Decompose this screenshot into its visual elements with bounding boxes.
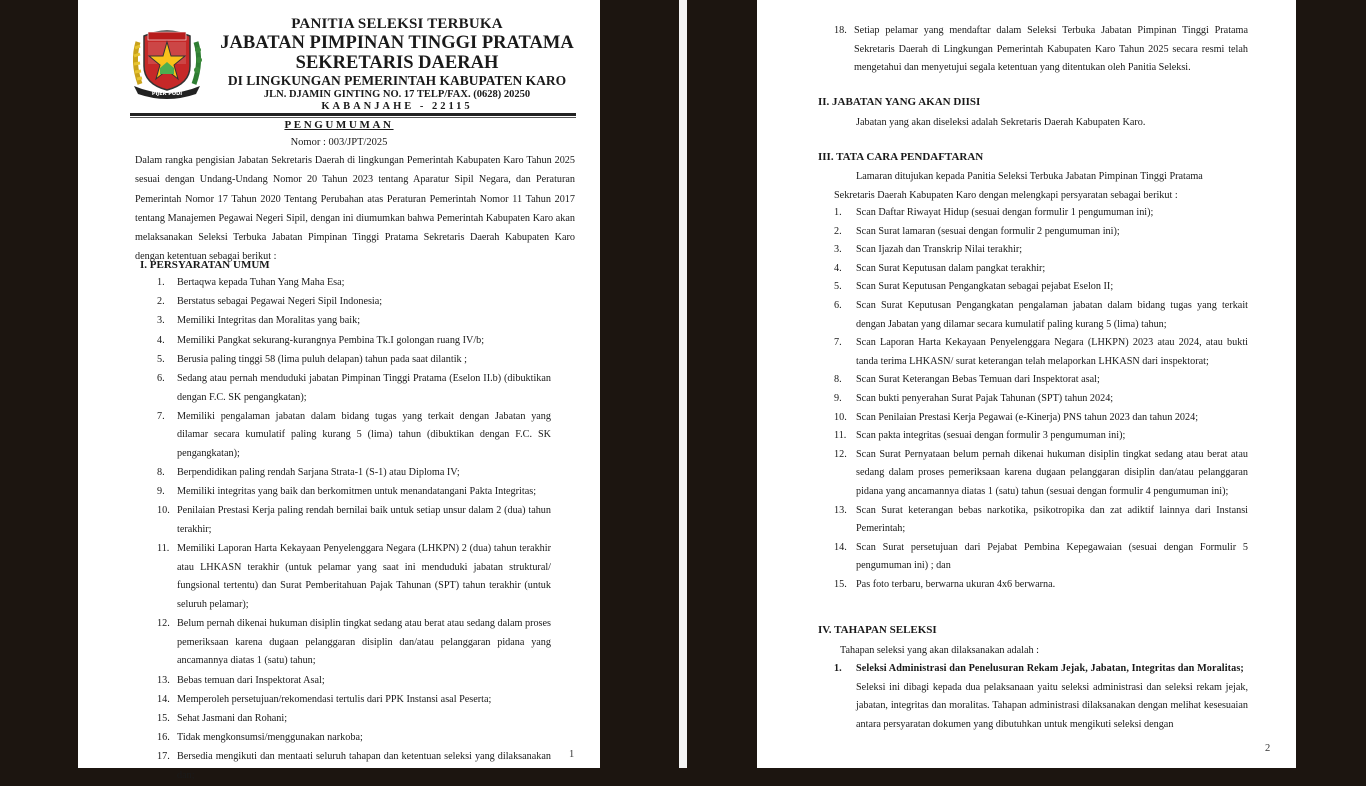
list-item-text: Scan Surat Keputusan Pengangkatan sebagai pejabat Eselon II; <box>856 281 1114 293</box>
document-page-2 <box>757 0 1296 768</box>
list-item <box>834 297 1248 334</box>
list-item-number: 3. <box>157 315 165 327</box>
list-item-number: 6. <box>157 372 165 384</box>
document-number: Nomor : 003/JPT/2025 <box>290 137 388 148</box>
letterhead-city: KABANJAHE - 22115 <box>321 101 473 112</box>
list-item-number: 18. <box>834 25 847 36</box>
list-item-number: 5. <box>157 353 165 365</box>
list-item-number: 1. <box>157 277 165 288</box>
list-item-number: 11. <box>834 430 847 442</box>
list-item <box>157 408 551 464</box>
list-item-text: Memiliki Pangkat sekurang-kurangnya Pembina Tk.I golongan ruang IV/b; <box>177 334 485 346</box>
list-item <box>834 390 1248 409</box>
list-item <box>157 710 551 729</box>
list-item <box>157 274 551 293</box>
list-item-text: Setiap pelamar yang mendaftar dalam Seleksi Terbuka Jabatan Pimpinan Tinggi Pratama Sekretaris Daerah di Lingkungan Pemerintah Kabupaten Karo Tahun 2025 secara resmi telah mengetahui dan menyetujui segala ketentuan yang ditentukan oleh Panitia Seleksi. <box>854 25 1248 74</box>
list-item-number: 9. <box>157 486 165 498</box>
document-page-1 <box>78 0 600 781</box>
list-item-text: Bertaqwa kepada Tuhan Yang Maha Esa; <box>177 277 345 288</box>
list-item-number: 1. <box>834 663 842 674</box>
list-item <box>834 409 1248 428</box>
list-item <box>834 223 1248 242</box>
list-item <box>157 332 551 351</box>
list-item-text: Pas foto terbaru, berwarna ukuran 4x6 berwarna. <box>856 578 1056 590</box>
section-heading-selection-stages: IV. TAHAPAN SELEKSI <box>818 624 937 636</box>
list-item <box>157 483 551 502</box>
general-requirements-list <box>157 274 551 786</box>
viewer-background-middle-left <box>600 0 679 768</box>
list-item-text: Scan Surat Pernyataan belum pernah dikenai hukuman disiplin tingkat sedang atau berat atau sedang dalam proses pemeriksaan karena dugaan pelanggaran disiplin dan/atau pelanggaran pidana yang ancamannya diatas 1 (satu) tahun (sesuai dengan formulir 4 pengumuman ini); <box>856 448 1248 497</box>
list-item-text: Scan Laporan Harta Kekayaan Penyelenggara Negara (LHKPN) 2023 atau 2024, atau bukti tanda terima LHKASN/ surat keterangan telah melaporkan LHKASN dari inspektorat; <box>856 337 1248 367</box>
letterhead-divider-thin <box>130 117 576 118</box>
list-item-number: 4. <box>157 334 165 346</box>
list-item-text: Sehat Jasmani dan Rohani; <box>177 712 288 724</box>
list-item-number: 9. <box>834 392 842 404</box>
list-item-text: Scan Daftar Riwayat Hidup (sesuai dengan formulir 1 pengumuman ini); <box>856 207 1154 218</box>
list-item-text: Scan Surat lamaran (sesuai dengan formulir 2 pengumuman ini); <box>856 225 1120 237</box>
intro-paragraph: Dalam rangka pengisian Jabatan Sekretaris Daerah di lingkungan Pemerintah Kabupaten Karo Tahun 2025 sesuai dengan Undang-Undang Nomor 20 Tahun 2023 tentang Aparatur Sipil Negara, dan Peraturan Pemerintah Nomor 17 Tahun 2020 Tentang Perubahan atas Peraturan Pemerintah Nomor 11 Tahun 2017 tentang Manajemen Pegawai Negeri Sipil, dengan ini diumumkan bahwa Pemerintah Kabupaten Karo akan melaksanakan Seleksi Terbuka Jabatan Pimpinan Tinggi Pratama Sekretaris Daerah Kabupaten Karo dengan ketentuan sebagai berikut : <box>135 155 575 263</box>
list-item-text: Scan Surat Keputusan Pengangkatan pengalaman jabatan dalam bidang tugas yang terkait dengan Jabatan yang dilamar secara kumulatif paling kurang 5 (lima) tahun; <box>856 299 1248 330</box>
list-item-text: Memiliki integritas yang baik dan berkomitmen untuk menandatangani Pakta Integritas; <box>177 486 537 498</box>
section-heading-general-requirements: I. PERSYARATAN UMUM <box>140 259 270 271</box>
page-gap-divider <box>679 0 687 768</box>
list-item-text: Seleksi ini dibagi kepada dua pelaksanaan yaitu seleksi administrasi dan seleksi rekam jejak, jabatan, integritas dan moralitas. Tahapan administrasi dilaksanakan dengan melihat kesesuaian antara persyaratan dokumen yang dibutuhkan untuk mengikuti seleksi dengan <box>856 681 1248 730</box>
letterhead-address: JLN. DJAMIN GINTING NO. 17 TELP/FAX. (0628) 20250 <box>263 89 531 100</box>
list-item <box>157 464 551 483</box>
list-item <box>834 539 1248 576</box>
list-item-text: Memiliki Laporan Harta Kekayaan Penyelenggara Negara (LHKPN) 2 (dua) tahun terakhir atau LHKASN terakhir (untuk pelamar yang saat ini menduduki jabatan struktural/ fungsional tertentu) dan Surat Pemberitahuan Pajak Tahunan (SPT) tahun terakhir (untuk seluruh pelamar); <box>177 543 551 611</box>
letterhead-divider <box>130 113 576 116</box>
registration-intro-rest: Sekretaris Daerah Kabupaten Karo dengan melengkapi persyaratan sebagai berikut : <box>834 190 1178 201</box>
list-item <box>157 293 551 312</box>
list-item <box>834 278 1248 297</box>
registration-intro-first-line: Lamaran ditujukan kepada Panitia Seleksi Terbuka Jabatan Pimpinan Tinggi Pratama <box>856 171 1203 182</box>
list-item-text: Bersedia mengikuti dan mentaati seluruh tahapan dan ketentuan seleksi yang dilaksanakan dan; <box>177 751 551 781</box>
list-item-text: Memiliki Integritas dan Moralitas yang baik; <box>177 315 361 327</box>
list-item-number: 6. <box>834 299 842 311</box>
list-item-text: Tidak mengkonsumsi/menggunakan narkoba; <box>177 732 363 744</box>
position-description: Jabatan yang akan diseleksi adalah Sekretaris Daerah Kabupaten Karo. <box>856 117 1146 128</box>
list-item-title: Seleksi Administrasi dan Penelusuran Rekam Jejak, Jabatan, Integritas dan Moralitas; <box>856 663 1244 674</box>
list-item-text: Bebas temuan dari Inspektorat Asal; <box>177 674 325 686</box>
list-item-text: Berpendidikan paling rendah Sarjana Strata-1 (S-1) atau Diploma IV; <box>177 467 460 479</box>
list-item-text: Scan pakta integritas (sesuai dengan formulir 3 pengumuman ini); <box>856 430 1126 442</box>
viewer-background-left <box>0 0 78 768</box>
list-item <box>157 502 551 539</box>
list-item-number: 13. <box>157 674 170 686</box>
list-item-number: 4. <box>834 262 842 274</box>
letterhead-line-government: DI LINGKUNGAN PEMERINTAH KABUPATEN KARO <box>227 73 567 88</box>
list-item <box>157 312 551 331</box>
list-item-number: 11. <box>157 543 170 555</box>
list-item-number: 7. <box>834 337 842 349</box>
list-item-text: Scan Surat keterangan bebas narkotika, psikotropika dan zat adiktif lainnya dari Instansi Pemerintah; <box>856 504 1248 535</box>
list-item <box>834 371 1248 390</box>
list-item <box>157 672 551 691</box>
viewer-background-right <box>1296 0 1366 768</box>
list-item <box>834 334 1248 371</box>
registration-documents-list <box>834 204 1248 594</box>
list-item-text: Sedang atau pernah menduduki jabatan Pimpinan Tinggi Pratama (Eselon II.b) (dibuktikan dengan F.C. SK pengangkatan); <box>177 372 551 403</box>
list-item <box>157 691 551 710</box>
list-item-number: 12. <box>834 448 847 460</box>
list-item <box>834 22 1248 78</box>
list-item-text: Scan Penilaian Prestasi Kerja Pegawai (e-Kinerja) PNS tahun 2023 dan tahun 2024; <box>856 411 1199 423</box>
list-item <box>834 660 1248 734</box>
svg-text:PIJER PODI: PIJER PODI <box>151 91 183 97</box>
list-item <box>834 427 1248 446</box>
list-item <box>157 370 551 407</box>
list-item-number: 7. <box>157 410 165 422</box>
page-number: 1 <box>569 749 575 760</box>
list-item-number: 10. <box>157 505 170 517</box>
list-item-number: 14. <box>834 541 847 553</box>
selection-stages-list <box>834 660 1248 734</box>
list-item-text: Scan bukti penyerahan Surat Pajak Tahunan (SPT) tahun 2024; <box>856 392 1114 404</box>
list-item-number: 14. <box>157 693 170 705</box>
list-item-text: Memperoleh persetujuan/rekomendasi tertulis dari PPK Instansi asal Peserta; <box>177 693 492 705</box>
list-item <box>157 729 551 748</box>
list-item-number: 2. <box>157 296 165 308</box>
list-item <box>834 204 1248 223</box>
list-item-text: Penilaian Prestasi Kerja paling rendah bernilai baik untuk setiap unsur dalam 2 (dua) tahun terakhir; <box>177 505 551 536</box>
kabupaten-karo-emblem-icon <box>130 24 204 100</box>
list-item <box>157 615 551 671</box>
viewer-background-middle-right <box>687 0 757 768</box>
list-item-number: 8. <box>834 374 842 386</box>
list-item <box>157 540 551 614</box>
selection-stages-intro: Tahapan seleksi yang akan dilaksanakan adalah : <box>840 645 1039 656</box>
list-item-text: Berusia paling tinggi 58 (lima puluh delapan) tahun pada saat dilantik ; <box>177 353 467 365</box>
list-item-number: 5. <box>834 281 842 293</box>
list-item-number: 2. <box>834 225 842 237</box>
list-item-number: 16. <box>157 732 170 744</box>
section-heading-registration: III. TATA CARA PENDAFTARAN <box>818 151 984 163</box>
page-number: 2 <box>1265 743 1271 754</box>
list-item <box>834 502 1248 539</box>
list-item <box>834 446 1248 502</box>
list-item <box>834 260 1248 279</box>
list-item-number: 17. <box>157 751 170 763</box>
list-item-number: 1. <box>834 207 842 218</box>
letterhead-line-committee: PANITIA SELEKSI TERBUKA <box>291 16 503 32</box>
section-heading-position: II. JABATAN YANG AKAN DIISI <box>818 96 981 108</box>
list-item-number: 10. <box>834 411 847 423</box>
list-item-number: 12. <box>157 618 170 630</box>
list-item-text: Scan Ijazah dan Transkrip Nilai terakhir; <box>856 244 1023 256</box>
list-item-number: 15. <box>834 578 847 590</box>
list-item-text: Memiliki pengalaman jabatan dalam bidang tugas yang terkait dengan Jabatan yang dilamar secara kumulatif paling kurang 5 (lima) tahun (dibuktikan dengan F.C. SK pengangkatan); <box>177 410 551 459</box>
list-item <box>834 241 1248 260</box>
list-item-text: Scan Surat persetujuan dari Pejabat Pembina Kepegawaian (sesuai dengan Formulir 5 pengumuman ini) ; dan <box>856 541 1248 572</box>
list-item-number: 13. <box>834 504 847 516</box>
letterhead-line-position: JABATAN PIMPINAN TINGGI PRATAMA <box>220 33 574 53</box>
document-title: PENGUMUMAN <box>284 119 394 131</box>
list-item-number: 15. <box>157 712 170 724</box>
list-item <box>157 351 551 370</box>
list-item-number: 3. <box>834 244 842 256</box>
list-item-text: Scan Surat Keterangan Bebas Temuan dari Inspektorat asal; <box>856 374 1100 386</box>
list-item-text: Belum pernah dikenai hukuman disiplin tingkat sedang atau berat atau sedang dalam proses pemeriksaan karena dugaan pelanggaran disiplin dan/atau pelanggaran pidana yang ancamannya diatas 1 (satu) tahun; <box>177 618 552 667</box>
letterhead-line-office: SEKRETARIS DAERAH <box>295 53 499 73</box>
list-item-number: 8. <box>157 467 165 479</box>
list-item-text: Scan Surat Keputusan dalam pangkat terakhir; <box>856 262 1046 274</box>
general-requirements-list-continued <box>834 22 1248 78</box>
list-item <box>157 748 551 785</box>
list-item <box>834 576 1248 595</box>
list-item-text: Berstatus sebagai Pegawai Negeri Sipil Indonesia; <box>177 296 383 308</box>
